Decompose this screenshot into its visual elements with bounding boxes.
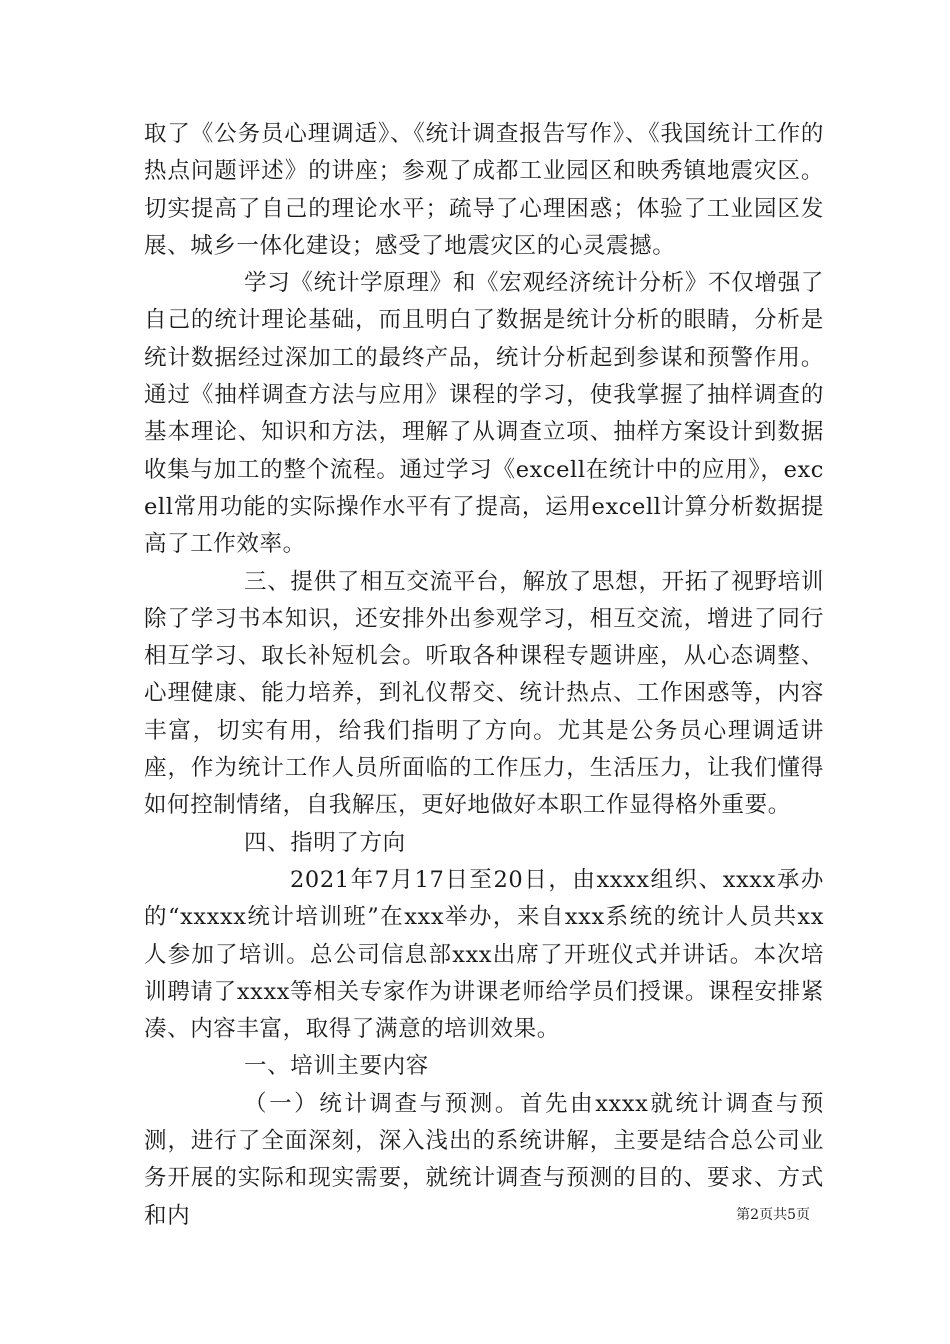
paragraph-survey-forecast: （一）统计调查与预测。首先由xxxx就统计调查与预测，进行了全面深刻，深入浅出的系统讲解，主要是结合总公司业务开展的实际和现实需要，就统计调查与预测的目的、要求、方式和内 [144,1090,824,1229]
document-body [144,116,824,1235]
paragraph-exchange-platform: 三、提供了相互交流平台，解放了思想，开拓了视野培训除了学习书本知识，还安排外出参观学习，相互交流，增进了同行相互学习、取长补短机会。听取各种课程专题讲座，从心态调整、心理健康、能力培养，到礼仪帮交、统计热点、工作困惑等，内容丰富，切实有用，给我们指明了方向。尤其是公务员心理调适讲座，作为统计工作人员所面临的工作压力，生活压力，让我们懂得如何控制情绪，自我解压，更好地做好本职工作显得格外重要。 [144,568,824,819]
section-heading-training-content: 一、培训主要内容 [244,1053,429,1080]
paragraph-statistics-study: 学习《统计学原理》和《宏观经济统计分析》不仅增强了自己的统计理论基础，而且明白了数据是统计分析的眼睛，分析是统计数据经过深加工的最终产品，统计分析起到参谋和预警作用。通过《抽样调查方法与应用》课程的学习，使我掌握了抽样调查的基本理论、知识和方法，理解了从调查立项、抽样方案设计到数据收集与加工的整个流程。通过学习《excell在统计中的应用》，excell常用功能的实际操作水平有了提高，运用excell计算分析数据提高了工作效率。 [144,270,824,558]
page-number: 第2页共5页 [736,1207,810,1223]
paragraph-training-overview: 2021年7月17日至20日，由xxxx组织、xxxx承办的“xxxxx统计培训班”在xxx举办，来自xxx系统的统计人员共xx人参加了培训。总公司信息部xxx出席了开班仪式并讲话。本次培训聘请了xxxx等相关专家作为讲课老师给学员们授课。课程安排紧凑、内容丰富，取得了满意的培训效果。 [144,866,824,1043]
section-heading-direction: 四、指明了方向 [244,829,406,856]
paragraph-lecture-summary: 取了《公务员心理调适》、《统计调查报告写作》、《我国统计工作的热点问题评述》的讲座；参观了成都工业园区和映秀镇地震灾区。切实提高了自己的理论水平；疏导了心理困惑；体验了工业园区发展、城乡一体化建设；感受了地震灾区的心灵震撼。 [144,121,824,259]
